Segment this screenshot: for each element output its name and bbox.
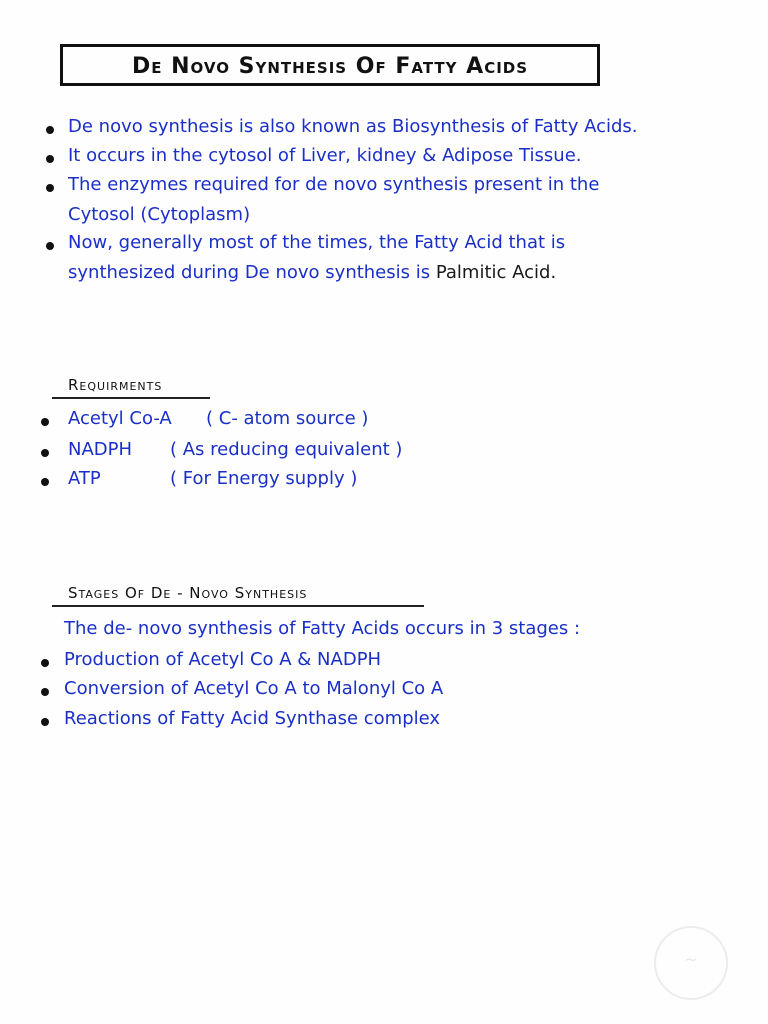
intro-bullet-4-text: synthesized during De novo synthesis is [68, 262, 431, 283]
stage-item: Production of Acetyl Co A & NADPH [64, 649, 382, 670]
bullet-dot [41, 688, 49, 696]
stage-item: Reactions of Fatty Acid Synthase complex [64, 708, 441, 729]
bullet-dot [46, 184, 54, 192]
intro-bullet-3-line-2: Cytosol (Cytoplasm) [68, 204, 251, 225]
requirement-item-name: Acetyl Co-A [68, 408, 172, 429]
stages-intro: The de- novo synthesis of Fatty Acids occurs in 3 stages : [64, 618, 581, 639]
watermark-logo [654, 926, 728, 1000]
stage-item: Conversion of Acetyl Co A to Malonyl Co A [64, 678, 444, 699]
requirements-heading: Requirments [68, 376, 163, 394]
requirement-item-name: ATP [68, 468, 101, 489]
highlight-term: Palmitic Acid. [435, 262, 557, 283]
requirement-item-note: ( As reducing equivalent ) [170, 439, 403, 460]
intro-bullet-1: De novo synthesis is also known as Biosynthesis of Fatty Acids. [68, 116, 638, 137]
bullet-dot [41, 418, 49, 426]
bullet-dot [41, 449, 49, 457]
bullet-dot [41, 718, 49, 726]
bullet-dot [46, 126, 54, 134]
watermark-mark: ~ [684, 950, 698, 969]
bullet-dot [41, 659, 49, 667]
requirement-item-note: ( For Energy supply ) [170, 468, 358, 489]
bullet-dot [46, 155, 54, 163]
requirement-item-note: ( C- atom source ) [206, 408, 369, 429]
intro-bullet-4-line-1: Now, generally most of the times, the Fatty Acid that is [68, 232, 566, 253]
requirement-item-name: NADPH [68, 439, 133, 460]
bullet-dot [41, 478, 49, 486]
bullet-dot [46, 242, 54, 250]
intro-bullet-3-line-1: The enzymes required for de novo synthesis present in the [68, 174, 600, 195]
title-box [60, 44, 600, 86]
stages-heading: Stages Of De - Novo Synthesis [68, 584, 308, 602]
intro-bullet-4-line-2 [68, 262, 556, 283]
stages-underline [52, 605, 424, 607]
requirements-underline [52, 397, 210, 399]
intro-bullet-2: It occurs in the cytosol of Liver, kidney & Adipose Tissue. [68, 145, 582, 166]
page-title: De Novo Synthesis Of Fatty Acids [131, 54, 529, 79]
